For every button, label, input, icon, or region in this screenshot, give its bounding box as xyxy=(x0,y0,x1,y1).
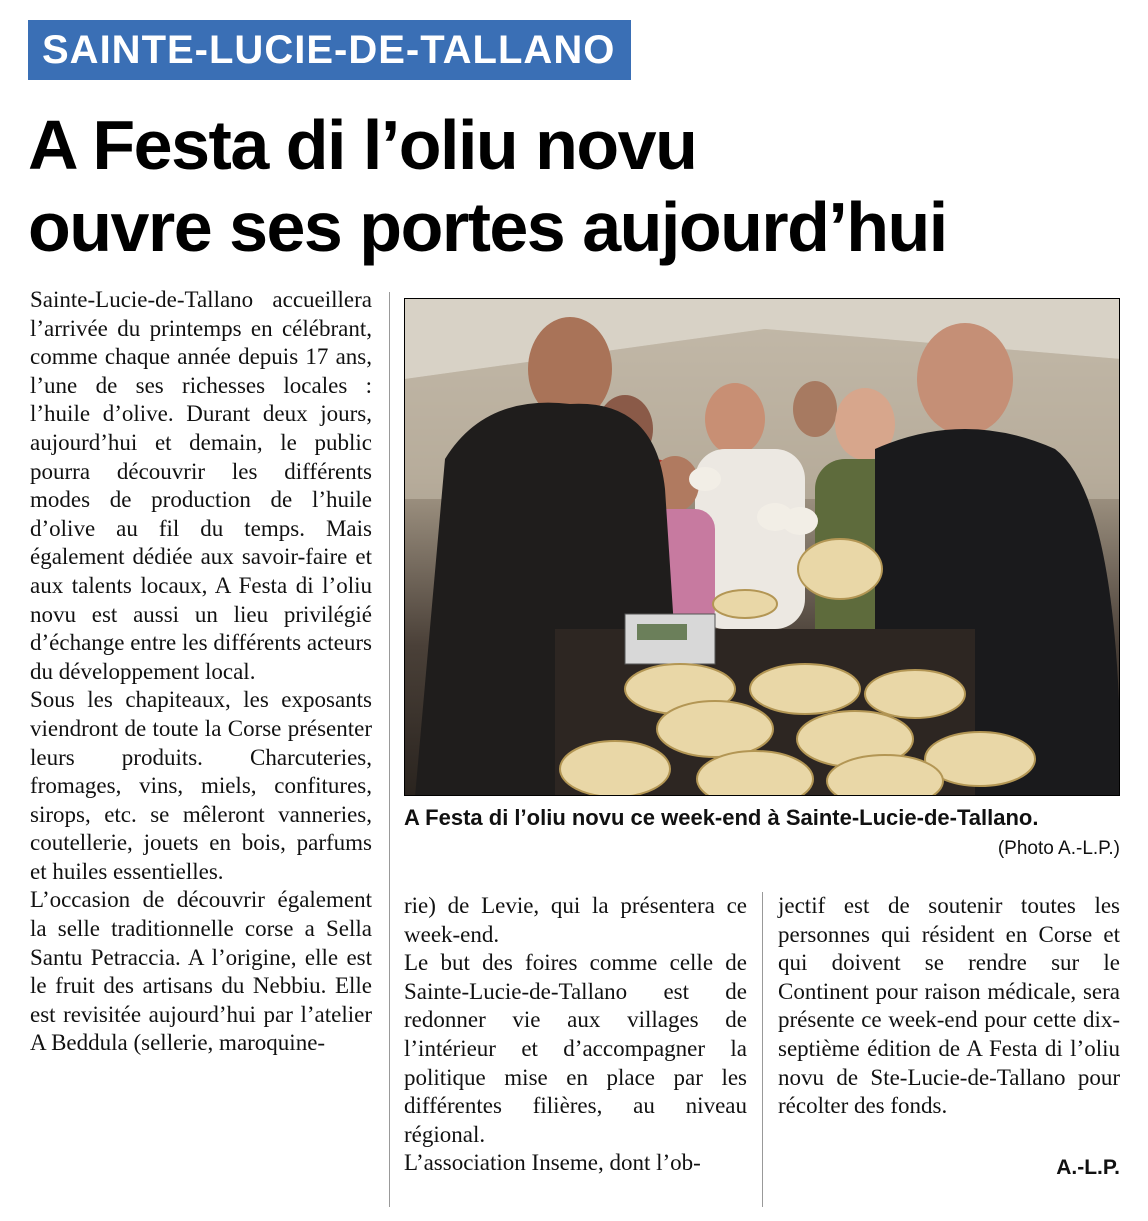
paragraph: L’occasion de découvrir également la selle traditionnelle corse a Sella Santu Petraccia. A l’origine, elle est le fruit des artisans du Nebbiu. Elle est revisitée aujourd’hui par l’atelier A Beddula (sellerie, maroquine- xyxy=(30,887,372,1056)
author-signature: A.-L.P. xyxy=(1056,1156,1120,1179)
article-column-2 xyxy=(404,892,747,1178)
headline-line-2: ouvre ses portes aujourd’hui xyxy=(28,188,947,266)
paragraph: Le but des foires comme celle de Sainte-Lucie-de-Tallano est de redonner vie aux villages de l’intérieur et d’accompagner la politique mise en place par les différentes filières, au niveau régional. xyxy=(404,950,747,1147)
column-divider xyxy=(762,892,763,1207)
headline xyxy=(28,104,1128,268)
article-column-3 xyxy=(778,892,1120,1121)
column-divider xyxy=(389,292,390,1207)
paragraph: Sous les chapiteaux, les exposants viendront de toute la Corse présenter leurs produits. Charcuteries, fromages, vins, miels, confitures, sirops, etc. se mêleront vanneries, coutellerie, jouets en bois, parfums et huiles essentielles. xyxy=(30,687,372,884)
article-photo xyxy=(404,298,1120,796)
photo-caption: A Festa di l’oliu novu ce week-end à Sainte-Lucie-de-Tallano. xyxy=(404,805,1039,830)
paragraph: jectif est de soutenir toutes les personnes qui résident en Corse et qui doivent se rendre sur le Continent pour raison médicale, sera présente ce week-end pour cette dix-septième édition de A Festa di l’oliu novu de Ste-Lucie-de-Tallano pour récolter des fonds. xyxy=(778,893,1120,1119)
paragraph: Sainte-Lucie-de-Tallano accueillera l’arrivée du printemps en célébrant, comme chaque année depuis 17 ans, l’une de ses richesses locales : l’huile d’olive. Durant deux jours, aujourd’hui et demain, le public pourra découvrir les différents modes de production de l’huile d’olive au fil du temps. Mais également dédiée aux savoir-faire et aux talents locaux, A Festa di l’oliu novu est aussi un lieu privilégié d’échange entre les différents acteurs du développement local. xyxy=(30,287,372,684)
photo-illustration xyxy=(405,299,1120,796)
headline-line-1: A Festa di l’oliu novu xyxy=(28,106,697,184)
photo-credit: (Photo A.-L.P.) xyxy=(997,838,1120,859)
paragraph: L’association Inseme, dont l’ob- xyxy=(404,1150,701,1176)
article-column-1 xyxy=(30,286,372,1058)
paragraph: rie) de Levie, qui la présentera ce week-end. xyxy=(404,893,747,947)
section-kicker: SAINTE-LUCIE-DE-TALLANO xyxy=(28,20,631,80)
